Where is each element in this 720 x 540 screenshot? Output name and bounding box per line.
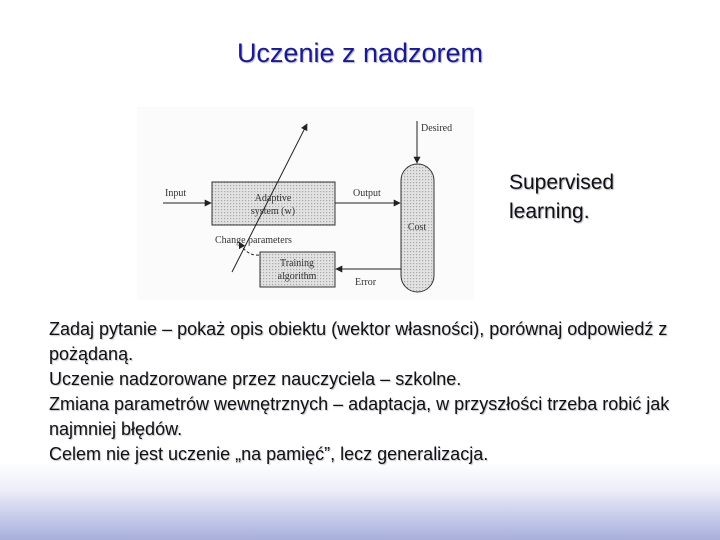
output-label: Output <box>353 188 381 199</box>
cost-label: Cost <box>407 222 427 233</box>
input-label: Input <box>165 188 187 199</box>
paragraph: Zmiana parametrów wewnętrznych – adaptacja, w przyszłości trzeba robić jak najmniej błędów. <box>49 394 670 439</box>
training-algorithm-label-1: Training <box>279 258 315 269</box>
slide-title: Uczenie z nadzorem <box>236 38 484 68</box>
adaptive-system-label-1: Adaptive <box>254 193 292 204</box>
caption-line: learning. <box>509 200 590 223</box>
training-algorithm-label-2: algorithm <box>277 271 317 282</box>
body-text <box>49 317 689 467</box>
adaptive-system-label-2: system (w) <box>250 206 296 217</box>
paragraph: Uczenie nadzorowane przez nauczyciela – szkolne. <box>49 369 462 389</box>
desired-label: Desired <box>421 123 453 134</box>
paragraph: Celem nie jest uczenie „na pamięć”, lecz generalizacja. <box>49 444 489 464</box>
error-label: Error <box>355 277 377 288</box>
change-parameters-label: Change parameters <box>215 235 292 246</box>
caption-line: Supervised <box>509 171 615 194</box>
supervised-learning-caption <box>509 168 614 226</box>
paragraph: Zadaj pytanie – pokaż opis obiektu (wektor własności), porównaj odpowiedź z pożądaną. <box>49 319 668 364</box>
supervised-learning-diagram <box>137 107 474 300</box>
